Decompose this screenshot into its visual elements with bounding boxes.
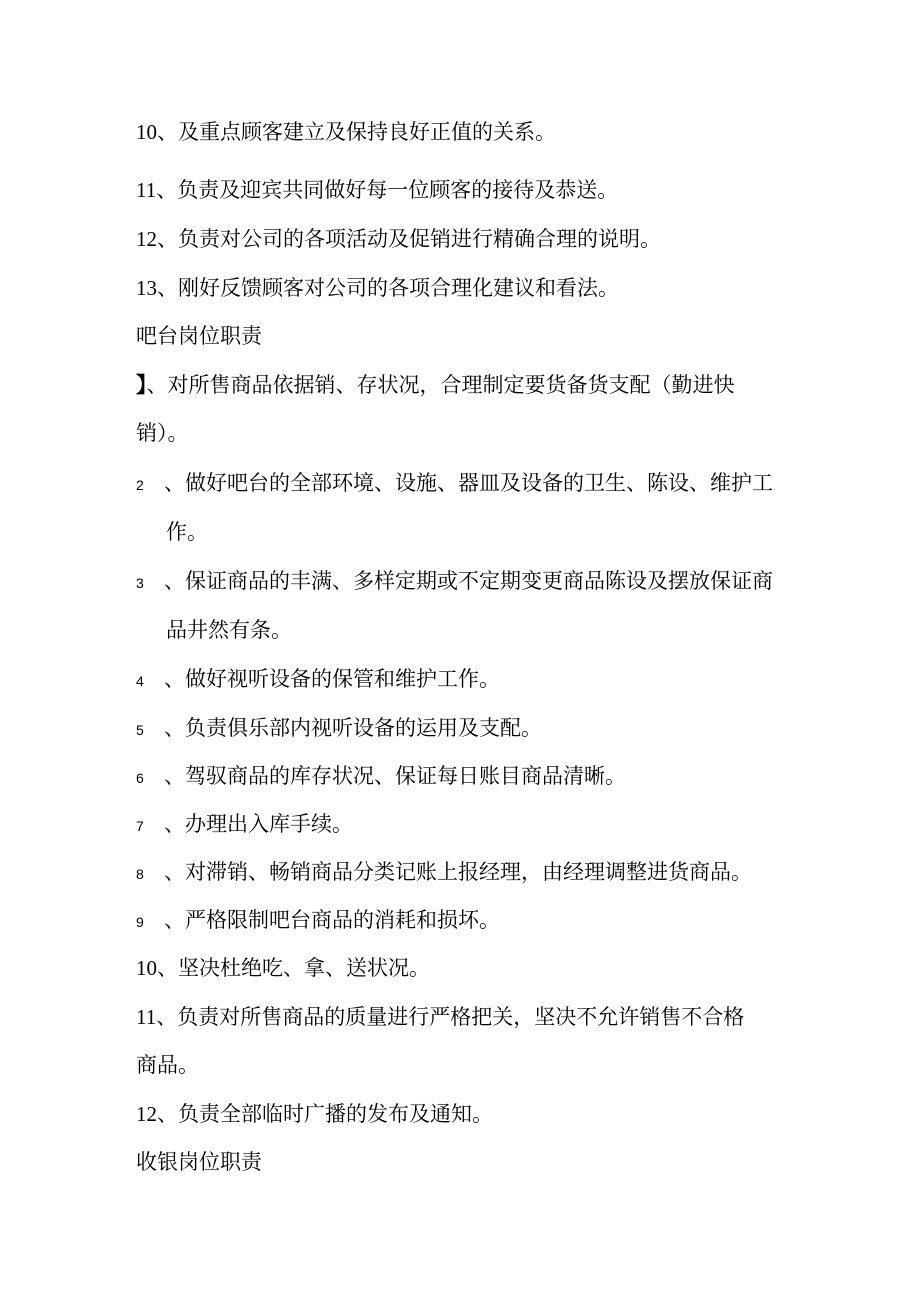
item-number: 8 bbox=[136, 866, 144, 882]
item-number: 11、 bbox=[136, 178, 178, 202]
list-item bbox=[136, 569, 773, 595]
item-continuation: 品井然有条。 bbox=[166, 618, 292, 642]
item-text: 、严格限制吧台商品的消耗和损坏。 bbox=[164, 908, 500, 932]
item-text: 、保证商品的丰满、多样定期或不定期变更商品陈设及摆放保证商 bbox=[164, 569, 773, 593]
list-item bbox=[136, 120, 556, 144]
list-item bbox=[136, 667, 500, 693]
list-item bbox=[136, 716, 542, 742]
list-item bbox=[136, 1005, 744, 1029]
item-text: 、做好吧台的全部环境、设施、器皿及设备的卫生、陈设、维护工 bbox=[164, 471, 773, 495]
section-heading bbox=[136, 324, 262, 348]
list-item bbox=[136, 227, 661, 251]
section-heading bbox=[136, 1150, 262, 1174]
list-item bbox=[136, 812, 353, 838]
item-text: 、做好视听设备的保管和维护工作。 bbox=[164, 667, 500, 691]
item-number: 4 bbox=[136, 673, 144, 689]
item-continuation: 作。 bbox=[166, 520, 208, 544]
list-item bbox=[136, 956, 430, 980]
item-text: 负责对公司的各项活动及促销进行精确合理的说明。 bbox=[178, 227, 661, 251]
item-text: 、对所售商品依据销、存状况，合理制定要货备货支配（勤进快 bbox=[146, 373, 735, 397]
item-text: 及重点顾客建立及保持良好正值的关系。 bbox=[178, 120, 556, 144]
list-item bbox=[136, 860, 752, 886]
item-text: 、办理出入库手续。 bbox=[164, 812, 353, 836]
item-number: 3 bbox=[136, 575, 144, 591]
item-number: 10、 bbox=[136, 120, 178, 144]
list-item bbox=[136, 764, 626, 790]
list-item bbox=[136, 178, 618, 202]
item-number: 12、 bbox=[136, 1102, 178, 1126]
list-item bbox=[136, 471, 773, 497]
list-item bbox=[136, 1102, 493, 1126]
item-number: 10、 bbox=[136, 956, 178, 980]
item-number: 12、 bbox=[136, 227, 178, 251]
item-text: 、驾驭商品的库存状况、保证每日账目商品清晰。 bbox=[164, 764, 626, 788]
item-number: 5 bbox=[136, 722, 144, 738]
item-number: 13、 bbox=[136, 276, 178, 300]
item-number: 】 bbox=[136, 373, 147, 397]
item-continuation: 商品。 bbox=[136, 1053, 199, 1077]
heading-text: 收银岗位职责 bbox=[136, 1150, 262, 1174]
item-text: 刚好反馈顾客对公司的各项合理化建议和看法。 bbox=[178, 276, 619, 300]
item-text: 负责对所售商品的质量进行严格把关，坚决不允许销售不合格 bbox=[177, 1005, 745, 1029]
list-item bbox=[136, 908, 500, 934]
item-text: 坚决杜绝吃、拿、送状况。 bbox=[178, 956, 430, 980]
item-text: 、对滞销、畅销商品分类记账上报经理，由经理调整进货商品。 bbox=[164, 860, 752, 884]
item-number: 11、 bbox=[136, 1005, 178, 1029]
list-item bbox=[136, 276, 619, 300]
item-continuation: 销）。 bbox=[136, 421, 189, 445]
item-number: 9 bbox=[136, 914, 144, 930]
item-text: 负责全部临时广播的发布及通知。 bbox=[178, 1102, 493, 1126]
item-number: 2 bbox=[136, 477, 144, 493]
item-text: 、负责俱乐部内视听设备的运用及支配。 bbox=[164, 716, 542, 740]
item-text: 负责及迎宾共同做好每一位顾客的接待及恭送。 bbox=[177, 178, 619, 202]
heading-text: 吧台岗位职责 bbox=[136, 324, 262, 348]
item-number: 7 bbox=[136, 818, 144, 834]
item-number: 6 bbox=[136, 770, 144, 786]
list-item bbox=[136, 373, 735, 397]
